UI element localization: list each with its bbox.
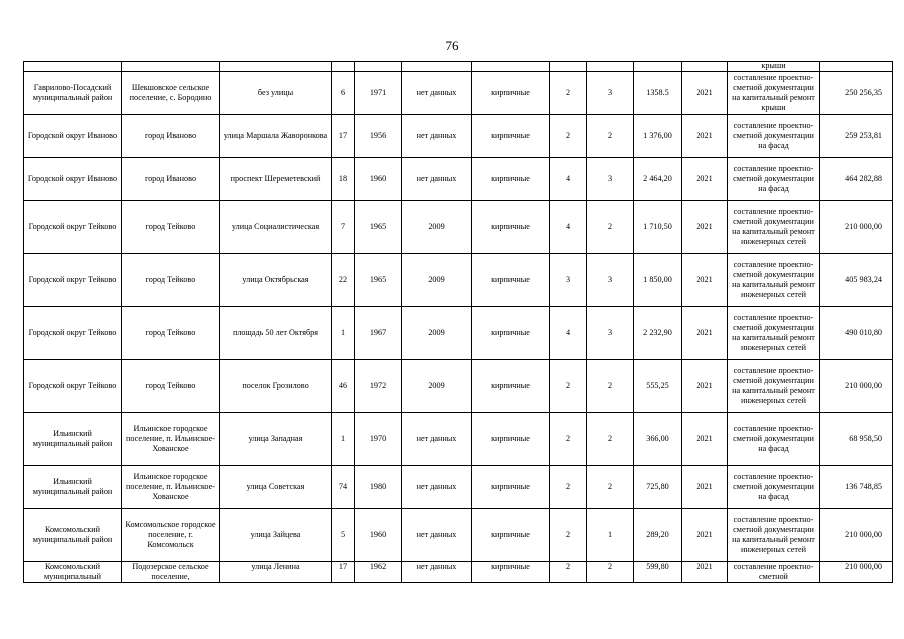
cell-entrances: 3	[587, 158, 634, 201]
cell-district: Гаврилово-Посадский муниципальный район	[24, 72, 122, 115]
cell-floors: 4	[550, 307, 587, 360]
cell-house: 74	[332, 466, 355, 509]
cell-built: 1956	[355, 115, 402, 158]
cell-wall: кирпичные	[472, 307, 550, 360]
cell-street: улица Социалистическая	[220, 201, 332, 254]
cell-cost: 259 253,81	[820, 115, 893, 158]
cell-entrances: 3	[587, 254, 634, 307]
cell-area: 555,25	[634, 360, 682, 413]
cell-entrances: 3	[587, 72, 634, 115]
cell-street: улица Советская	[220, 466, 332, 509]
table-row	[24, 562, 893, 583]
cell-floors: 2	[550, 115, 587, 158]
cell-year: 2021	[682, 201, 728, 254]
cell-settlement: город Тейково	[122, 360, 220, 413]
cell-floors: 2	[550, 509, 587, 562]
cell-street: улица Зайцева	[220, 509, 332, 562]
cell-year: 2021	[682, 72, 728, 115]
cell-settlement: Ильинское городское поселение, п. Ильинское-Хованское	[122, 413, 220, 466]
cell-reconstructed: нет данных	[402, 158, 472, 201]
cell-entrances: 2	[587, 360, 634, 413]
cell-reconstructed: нет данных	[402, 509, 472, 562]
cell-area: 1 850,00	[634, 254, 682, 307]
cell-entrances: 3	[587, 307, 634, 360]
cell-house: 46	[332, 360, 355, 413]
cell-reconstructed: нет данных	[402, 562, 472, 583]
cell-work: составление проектно-сметной документации на фасад	[728, 466, 820, 509]
cell-reconstructed: нет данных	[402, 115, 472, 158]
cell-street: улица Октябрьская	[220, 254, 332, 307]
cell-work: составление проектно-сметной	[728, 562, 820, 583]
cell-reconstructed: 2009	[402, 307, 472, 360]
cell-wall: кирпичные	[472, 413, 550, 466]
cell-settlement: Шекшовское сельское поселение, с. Бородино	[122, 72, 220, 115]
cell-area: 2 232,90	[634, 307, 682, 360]
cell-work: составление проектно-сметной документации на фасад	[728, 413, 820, 466]
cell-year: 2021	[682, 360, 728, 413]
cell-cost: 210 000,00	[820, 201, 893, 254]
cell-wall: кирпичные	[472, 562, 550, 583]
cell-year: 2021	[682, 115, 728, 158]
cell-work: составление проектно-сметной документации на капитальный ремонт инженерных сетей	[728, 201, 820, 254]
cell-year: 2021	[682, 158, 728, 201]
cell-cost: 210 000,00	[820, 509, 893, 562]
cell-house: 5	[332, 509, 355, 562]
cell-floors: 2	[550, 413, 587, 466]
cell-wall: кирпичные	[472, 466, 550, 509]
table-row	[24, 509, 893, 562]
cell-house: 17	[332, 115, 355, 158]
cell-floors: 4	[550, 201, 587, 254]
cell-house: 17	[332, 562, 355, 583]
cell-built: 1960	[355, 158, 402, 201]
cell-district: Ильинский муниципальный район	[24, 413, 122, 466]
cell-floors: 3	[550, 254, 587, 307]
cell-year: 2021	[682, 254, 728, 307]
cell-cost: 136 748,85	[820, 466, 893, 509]
cell-year: 2021	[682, 413, 728, 466]
cell-wall: кирпичные	[472, 201, 550, 254]
cell-wall: кирпичные	[472, 254, 550, 307]
cell-work: крыши	[728, 62, 820, 72]
cell-cost: 464 282,88	[820, 158, 893, 201]
cell-district: Городской округ Иваново	[24, 115, 122, 158]
cell-built: 1962	[355, 562, 402, 583]
cell-area: 599,80	[634, 562, 682, 583]
cell-area: 725,80	[634, 466, 682, 509]
cell-street: проспект Шереметевский	[220, 158, 332, 201]
cell-district: Комсомольский муниципальный	[24, 562, 122, 583]
cell-area: 1358.5	[634, 72, 682, 115]
cell-work: составление проектно-сметной документации на капитальный ремонт инженерных сетей	[728, 307, 820, 360]
cell-street: улица Ленина	[220, 562, 332, 583]
cell-street: площадь 50 лет Октября	[220, 307, 332, 360]
page-number: 76	[445, 38, 459, 53]
cell-reconstructed: нет данных	[402, 413, 472, 466]
table-row	[24, 360, 893, 413]
cell-work: составление проектно-сметной документации на капитальный ремонт инженерных сетей	[728, 254, 820, 307]
cell-entrances: 2	[587, 115, 634, 158]
cell-floors: 2	[550, 562, 587, 583]
cell-area: 1 376,00	[634, 115, 682, 158]
cell-reconstructed: 2009	[402, 360, 472, 413]
cell-work: составление проектно-сметной документации на капитальный ремонт инженерных сетей	[728, 509, 820, 562]
cell-house: 6	[332, 72, 355, 115]
cell-wall: кирпичные	[472, 360, 550, 413]
table-row	[24, 307, 893, 360]
cell-reconstructed: нет данных	[402, 72, 472, 115]
cell-work: составление проектно-сметной документации на фасад	[728, 115, 820, 158]
cell-settlement: город Иваново	[122, 115, 220, 158]
cell-floors: 4	[550, 158, 587, 201]
cell-district: Городской округ Тейково	[24, 254, 122, 307]
cell-cost: 405 983,24	[820, 254, 893, 307]
cell-work: составление проектно-сметной документации на капитальный ремонт крыши	[728, 72, 820, 115]
cell-house: 1	[332, 413, 355, 466]
cell-floors: 2	[550, 360, 587, 413]
cell-cost: 250 256,35	[820, 72, 893, 115]
cell-cost: 210 000,00	[820, 562, 893, 583]
cell-entrances: 1	[587, 509, 634, 562]
cell-street: улица Западная	[220, 413, 332, 466]
cell-entrances: 2	[587, 201, 634, 254]
cell-area: 1 710,50	[634, 201, 682, 254]
cell-house: 7	[332, 201, 355, 254]
cell-settlement: Комсомольское городское поселение, г. Комсомольск	[122, 509, 220, 562]
cell-wall: кирпичные	[472, 115, 550, 158]
cell-district: Городской округ Тейково	[24, 201, 122, 254]
cell-year: 2021	[682, 466, 728, 509]
cell-entrances: 2	[587, 413, 634, 466]
cell-built: 1972	[355, 360, 402, 413]
cell-built: 1965	[355, 254, 402, 307]
cell-cost: 210 000,00	[820, 360, 893, 413]
cell-area: 289,20	[634, 509, 682, 562]
cell-settlement: город Тейково	[122, 201, 220, 254]
table-row	[24, 254, 893, 307]
cell-wall: кирпичные	[472, 72, 550, 115]
cell-built: 1970	[355, 413, 402, 466]
table-row	[24, 115, 893, 158]
cell-reconstructed: 2009	[402, 201, 472, 254]
table-row	[24, 413, 893, 466]
cell-street: поселок Грозилово	[220, 360, 332, 413]
cell-district: Городской округ Тейково	[24, 307, 122, 360]
cell-street: улица Маршала Жаворонкова	[220, 115, 332, 158]
cell-entrances: 2	[587, 466, 634, 509]
table-row	[24, 158, 893, 201]
cell-year: 2021	[682, 307, 728, 360]
table-row	[24, 72, 893, 115]
cell-house: 18	[332, 158, 355, 201]
table-row	[24, 201, 893, 254]
cell-area: 366,00	[634, 413, 682, 466]
cell-cost: 68 958,50	[820, 413, 893, 466]
cell-district: Городской округ Иваново	[24, 158, 122, 201]
cell-house: 1	[332, 307, 355, 360]
cell-wall: кирпичные	[472, 509, 550, 562]
cell-built: 1967	[355, 307, 402, 360]
cell-cost: 490 010,80	[820, 307, 893, 360]
cell-floors: 2	[550, 466, 587, 509]
cell-settlement: город Иваново	[122, 158, 220, 201]
cell-work: составление проектно-сметной документации на фасад	[728, 158, 820, 201]
cell-settlement: город Тейково	[122, 254, 220, 307]
cell-floors: 2	[550, 72, 587, 115]
cell-district: Ильинский муниципальный район	[24, 466, 122, 509]
housing-repair-table	[23, 61, 893, 583]
cell-built: 1965	[355, 201, 402, 254]
cell-entrances: 2	[587, 562, 634, 583]
cell-district: Комсомольский муниципальный район	[24, 509, 122, 562]
cell-year: 2021	[682, 562, 728, 583]
cell-built: 1960	[355, 509, 402, 562]
cell-reconstructed: 2009	[402, 254, 472, 307]
cell-reconstructed: нет данных	[402, 466, 472, 509]
table-row	[24, 62, 893, 72]
cell-settlement: Ильинское городское поселение, п. Ильинское-Хованское	[122, 466, 220, 509]
cell-settlement: Подозерское сельское поселение,	[122, 562, 220, 583]
cell-settlement: город Тейково	[122, 307, 220, 360]
cell-area: 2 464,20	[634, 158, 682, 201]
cell-wall: кирпичные	[472, 158, 550, 201]
cell-built: 1980	[355, 466, 402, 509]
cell-house: 22	[332, 254, 355, 307]
table-row	[24, 466, 893, 509]
cell-built: 1971	[355, 72, 402, 115]
cell-year: 2021	[682, 509, 728, 562]
cell-district: Городской округ Тейково	[24, 360, 122, 413]
cell-street: без улицы	[220, 72, 332, 115]
cell-work: составление проектно-сметной документации на капитальный ремонт инженерных сетей	[728, 360, 820, 413]
